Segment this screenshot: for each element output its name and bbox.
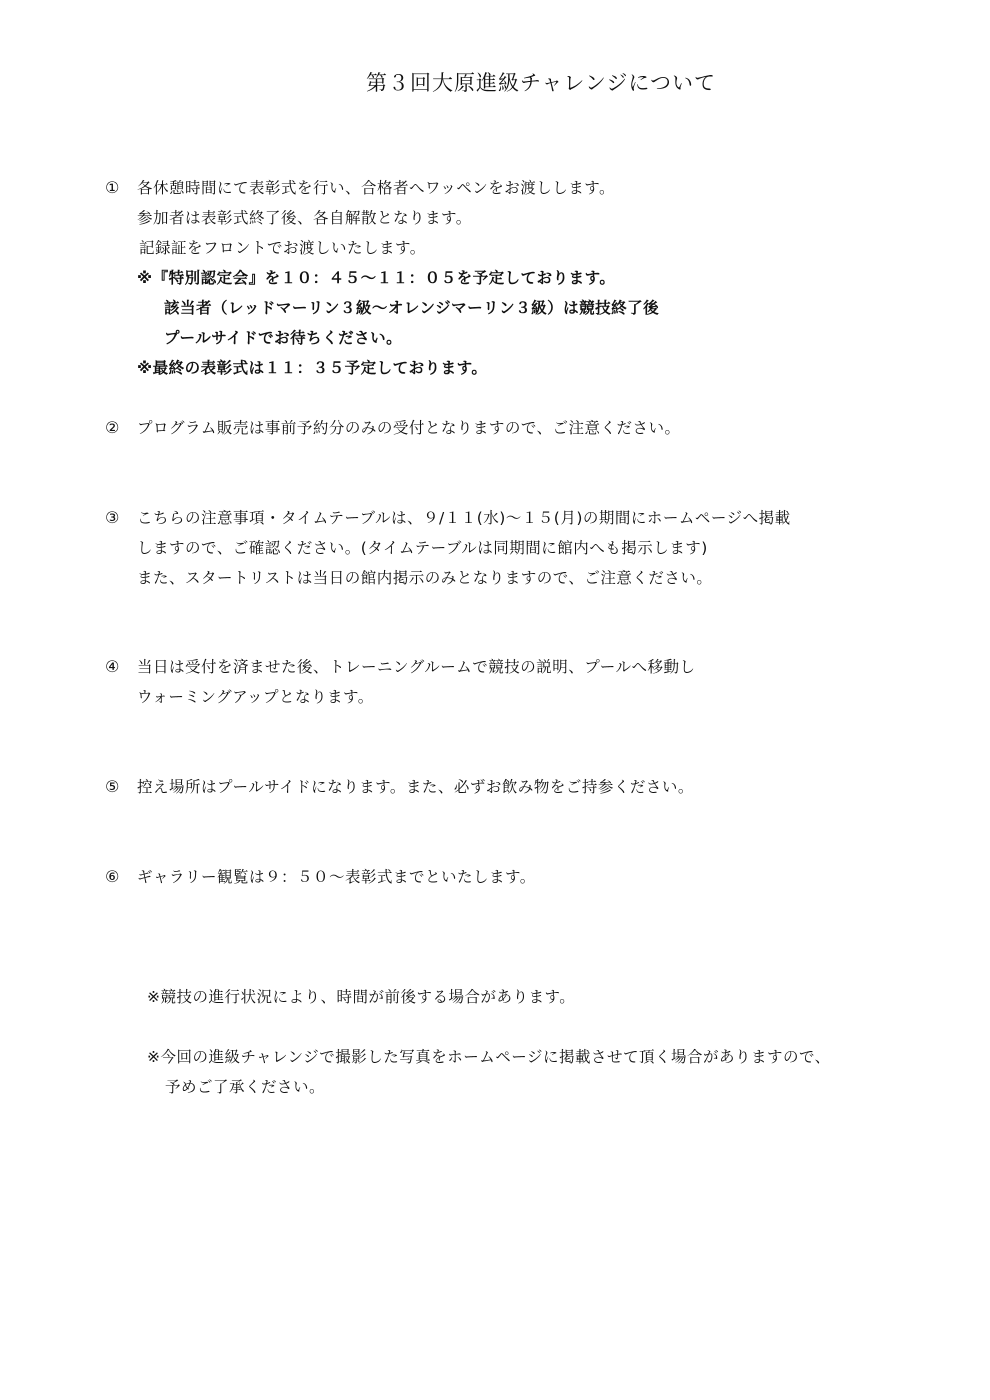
- section-3-line-2: しますので、ご確認ください。(タイムテーブルは同期間に館内へも掲示します): [137, 539, 708, 557]
- section-1-line-3: 記録証をフロントでお渡しいたします。: [139, 239, 426, 257]
- note-photo-line-1: ※今回の進級チャレンジで撮影した写真をホームページに掲載させて頂く場合がありますので、: [147, 1048, 831, 1066]
- section-1-line-1: 各休憩時間にて表彰式を行い、合格者へワッペンをお渡しします。: [137, 179, 615, 197]
- section-1-line-2: 参加者は表彰式終了後、各自解散となります。: [137, 209, 472, 227]
- section-3-line-1: こちらの注意事項・タイムテーブルは、９/１１(水)～１５(月)の期間にホームページへ掲載: [137, 509, 791, 527]
- section-4-line-1: 当日は受付を済ませた後、トレーニングルームで競技の説明、プールへ移動し: [137, 658, 696, 676]
- special-certification-note: ※『特別認定会』を１０：４５～１１：０５を予定しております。: [137, 269, 616, 287]
- section-6-line-1: ギャラリー観覧は９：５０～表彰式までといたします。: [137, 868, 536, 886]
- section-number-3: ③: [105, 508, 120, 527]
- note-photo-line-2: 予めご了承ください。: [165, 1078, 326, 1096]
- note-schedule-change: ※競技の進行状況により、時間が前後する場合があります。: [147, 988, 576, 1006]
- section-2-line-1: プログラム販売は事前予約分のみの受付となりますので、ご注意ください。: [137, 419, 681, 437]
- poolside-wait-note: プールサイドでお待ちください。: [164, 329, 403, 347]
- section-number-2: ②: [105, 418, 120, 437]
- section-5-line-1: 控え場所はプールサイドになります。また、必ずお飲み物をご持参ください。: [137, 778, 694, 796]
- section-4-line-2: ウォーミングアップとなります。: [137, 688, 374, 706]
- page-title: 第３回大原進級チャレンジについて: [366, 71, 716, 95]
- final-ceremony-note: ※最終の表彰式は１１：３５予定しております。: [137, 359, 488, 377]
- section-number-5: ⑤: [105, 777, 120, 796]
- eligible-participants-note: 該当者（レッドマーリン３級～オレンジマーリン３級）は競技終了後: [164, 299, 660, 317]
- section-number-4: ④: [105, 657, 120, 676]
- section-number-6: ⑥: [105, 867, 120, 886]
- section-number-1: ①: [105, 178, 120, 197]
- section-3-line-3: また、スタートリストは当日の館内掲示のみとなりますので、ご注意ください。: [137, 569, 713, 587]
